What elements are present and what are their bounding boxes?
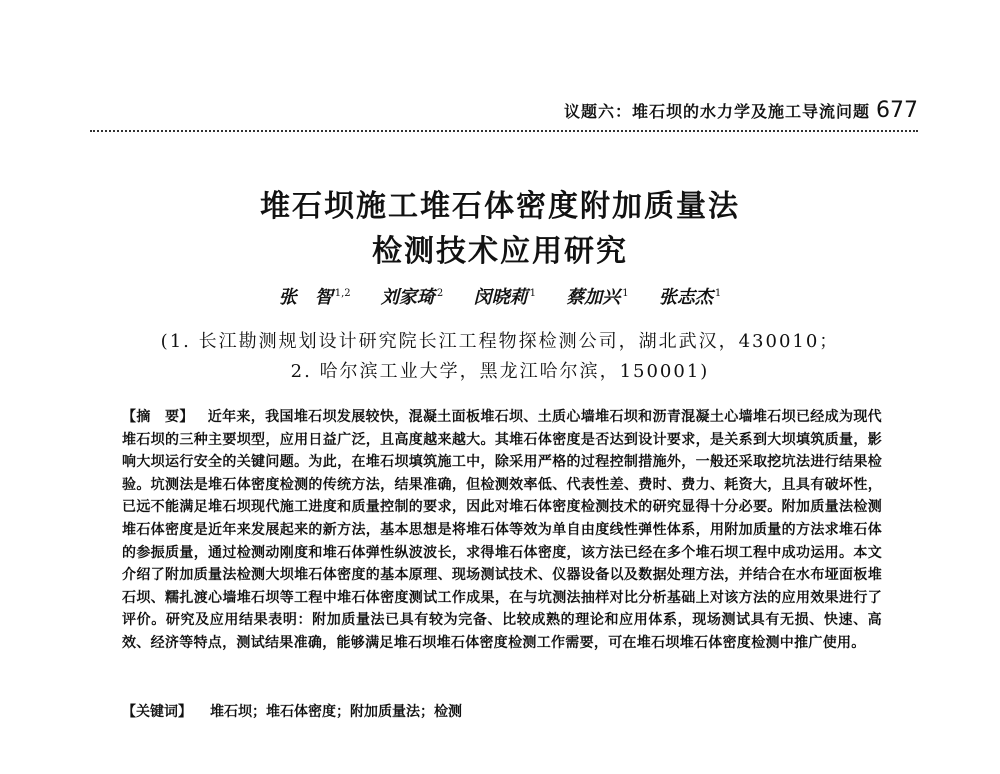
running-header (90, 98, 918, 132)
author (474, 287, 536, 308)
page-number: 677 (876, 98, 918, 123)
author-name: 蔡加兴 (566, 287, 621, 308)
title-line-1: 堆石坝施工堆石体密度附加质量法 (260, 189, 740, 224)
affiliation-line-1: (1. 长江勘测规划设计研究院长江工程物探检测公司，湖北武汉，430010； (160, 331, 840, 352)
author (659, 287, 721, 308)
author-name: 张 智 (278, 287, 333, 308)
author-affiliation-mark: 1,2 (334, 288, 351, 299)
abstract-label: 【摘 要】 (122, 409, 194, 425)
running-header-text: 议题六：堆石坝的水力学及施工导流问题 (563, 102, 870, 121)
keywords-text: 堆石坝；堆石体密度；附加质量法；检测 (210, 704, 462, 720)
abstract (122, 406, 882, 655)
author (566, 287, 628, 308)
author-name: 刘家琦 (380, 287, 435, 308)
author-list (0, 283, 1000, 309)
author (381, 287, 443, 308)
author-affiliation-mark: 1 (622, 288, 629, 299)
keywords-label: 【关键词】 (122, 704, 192, 720)
author-affiliation-mark: 1 (714, 288, 722, 299)
author-affiliation-mark: 1 (529, 288, 536, 299)
affiliation-line-2: 2. 哈尔滨工业大学，黑龙江哈尔滨，150001) (290, 361, 710, 382)
author (279, 287, 351, 308)
title-line-2: 检测技术应用研究 (372, 234, 628, 269)
keywords (122, 701, 882, 721)
author-affiliation-mark: 2 (436, 288, 444, 299)
author-name: 闵晓莉 (473, 287, 528, 308)
abstract-text: 近年来，我国堆石坝发展较快，混凝土面板堆石坝、土质心墙堆石坝和沥青混凝土心墙堆石坝已经成为现代堆石坝的三种主要坝型，应用日益广泛，且高度越来越大。其堆石体密度是否达到设计要求，是关系到大坝填筑质量，影响大坝运行安全的关键问题。为此，在堆石坝填筑施工中，除采用严格的过程控制措施外，一般还采取挖坑法进行结果检验。坑测法是堆石体密度检测的传统方法，结果准确，但检测效率低、代表性差、费时、费力、耗资大，且具有破坏性，已远不能满足堆石坝现代施工进度和质量控制的要求，因此对堆石体密度检测技术的研究显得十分必要。附加质量法检测堆石体密度是近年来发展起来的新方法，基本思想是将堆石体等效为单自由度线性弹性体系，用附加质量的方法求堆石体的参振质量，通过检测动刚度和堆石体弹性纵波波长，求得堆石体密度，该方法已经在多个堆石坝工程中成功运用。本文介绍了附加质量法检测大坝堆石体密度的基本原理、现场测试技术、仪器设备以及数据处理方法，并结合在水布垭面板堆石坝、糯扎渡心墙堆石坝等工程中堆石体密度测试工作成果，在与坑测法抽样对比分析基础上对该方法的应用效果进行了评价。研究及应用结果表明：附加质量法已具有较为完备、比较成熟的理论和应用体系，现场测试具有无损、快速、高效、经济等特点，测试结果准确，能够满足堆石坝堆石体密度检测工作需要，可在堆石坝堆石体密度检测中推广使用。 (122, 409, 882, 651)
author-name: 张志杰 (658, 287, 713, 308)
